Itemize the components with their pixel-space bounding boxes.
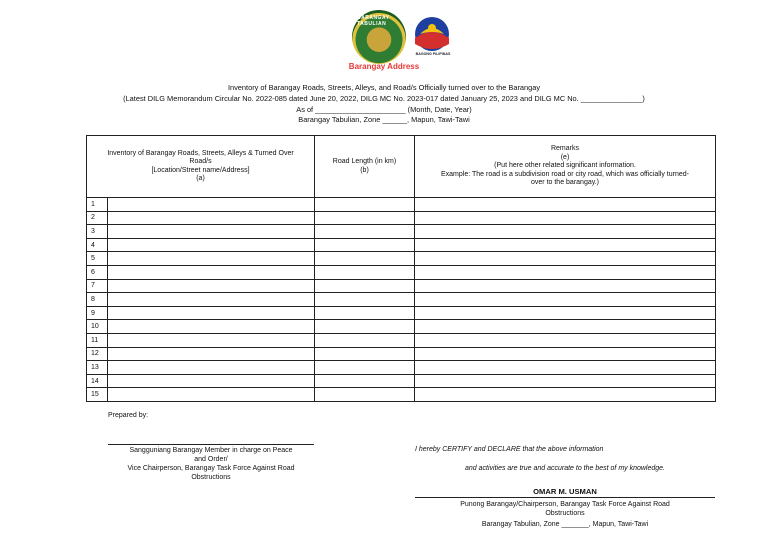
table-row (87, 333, 716, 347)
road-cell[interactable] (108, 238, 315, 252)
remarks-cell[interactable] (415, 374, 716, 388)
column-header-road: Inventory of Barangay Roads, Streets, Alleys & Turned Over Road/s [Location/Street name/Address] (a) (87, 136, 315, 198)
length-cell[interactable] (315, 306, 415, 320)
row-number: 15 (87, 388, 108, 402)
remarks-cell[interactable] (415, 306, 716, 320)
length-cell[interactable] (315, 374, 415, 388)
left-signatory-title: Sangguniang Barangay Member in charge on Peace and Order/ Vice Chairperson, Barangay Task Force Against Road Obstructions (127, 447, 295, 481)
barangay-location: Barangay Tabulian, Zone ______, Mapun, Tawi-Tawi (298, 115, 470, 124)
table-row (87, 211, 716, 225)
row-number: 12 (87, 347, 108, 361)
bagong-pilipinas-label: BAGONG PILIPINAS (415, 52, 451, 56)
remarks-cell[interactable] (415, 225, 716, 239)
header-logos (352, 8, 456, 62)
table-row (87, 388, 716, 402)
remarks-cell[interactable] (415, 238, 716, 252)
form-title: Inventory of Barangay Roads, Streets, Alleys, and Road/s Officially turned over to the Barangay (227, 83, 541, 92)
remarks-cell[interactable] (415, 252, 716, 266)
signer-address: Barangay Tabulian, Zone _______, Mapun, Tawi-Tawi (481, 521, 649, 528)
table-row (87, 320, 716, 334)
row-number: 5 (87, 252, 108, 266)
table-row (87, 225, 716, 239)
form-reference: (Latest DILG Memorandum Circular No. 2022-085 dated June 20, 2022, DILG MC No. 2023-017 dated January 25, 2023 and DILG MC No. _______________) (123, 94, 645, 103)
table-row (87, 252, 716, 266)
row-number: 3 (87, 225, 108, 239)
inventory-table (86, 135, 716, 402)
length-cell[interactable] (315, 293, 415, 307)
road-cell[interactable] (108, 252, 315, 266)
road-cell[interactable] (108, 211, 315, 225)
prepared-by-label: Prepared by: (108, 412, 149, 419)
row-number: 2 (87, 211, 108, 225)
remarks-cell[interactable] (415, 347, 716, 361)
row-number: 7 (87, 279, 108, 293)
length-cell[interactable] (315, 265, 415, 279)
remarks-cell[interactable] (415, 388, 716, 402)
row-number: 4 (87, 238, 108, 252)
barangay-address: Barangay Address (348, 62, 420, 71)
row-number: 9 (87, 306, 108, 320)
remarks-cell[interactable] (415, 333, 716, 347)
road-cell[interactable] (108, 320, 315, 334)
row-number: 14 (87, 374, 108, 388)
table-row (87, 279, 716, 293)
row-number: 6 (87, 265, 108, 279)
as-of-date: As of ______________________ (Month, Date, Year) (296, 105, 472, 114)
remarks-cell[interactable] (415, 320, 716, 334)
length-cell[interactable] (315, 388, 415, 402)
column-header-length: Road Length (in km) (b) (315, 136, 415, 198)
length-cell[interactable] (315, 238, 415, 252)
certify-statement-line1: I hereby CERTIFY and DECLARE that the above information (415, 446, 604, 453)
table-row (87, 347, 716, 361)
certify-statement-line2: and activities are true and accurate to the best of my knowledge. (465, 465, 666, 472)
seal-text: BARANGAY TABULIAN (357, 15, 390, 27)
length-cell[interactable] (315, 320, 415, 334)
barangay-seal-logo (352, 10, 406, 64)
road-cell[interactable] (108, 225, 315, 239)
remarks-cell[interactable] (415, 265, 716, 279)
remarks-cell[interactable] (415, 293, 716, 307)
remarks-cell[interactable] (415, 361, 716, 375)
road-cell[interactable] (108, 347, 315, 361)
length-cell[interactable] (315, 347, 415, 361)
road-cell[interactable] (108, 198, 315, 212)
length-cell[interactable] (315, 211, 415, 225)
road-cell[interactable] (108, 361, 315, 375)
length-cell[interactable] (315, 361, 415, 375)
row-number: 10 (87, 320, 108, 334)
road-cell[interactable] (108, 333, 315, 347)
length-cell[interactable] (315, 225, 415, 239)
row-number: 1 (87, 198, 108, 212)
signer-name: OMAR M. USMAN (533, 487, 597, 496)
table-row (87, 265, 716, 279)
table-row (87, 238, 716, 252)
table-row (87, 361, 716, 375)
road-cell[interactable] (108, 374, 315, 388)
length-cell[interactable] (315, 279, 415, 293)
road-cell[interactable] (108, 388, 315, 402)
bagong-pilipinas-logo (412, 14, 452, 54)
remarks-cell[interactable] (415, 279, 716, 293)
signer-title: Punong Barangay/Chairperson, Barangay Task Force Against Road Obstructions (460, 501, 670, 517)
length-cell[interactable] (315, 198, 415, 212)
remarks-cell[interactable] (415, 211, 716, 225)
road-cell[interactable] (108, 306, 315, 320)
row-number: 8 (87, 293, 108, 307)
signature-line-right (415, 497, 715, 498)
table-row (87, 198, 716, 212)
table-row (87, 293, 716, 307)
road-cell[interactable] (108, 293, 315, 307)
row-number: 13 (87, 361, 108, 375)
row-number: 11 (87, 333, 108, 347)
column-header-remarks: Remarks (e) (Put here other related significant information. Example: The road is a subdivision road or city road, which was officially turned- over to the barangay.) (415, 136, 716, 198)
road-cell[interactable] (108, 265, 315, 279)
remarks-cell[interactable] (415, 198, 716, 212)
table-row (87, 374, 716, 388)
length-cell[interactable] (315, 333, 415, 347)
length-cell[interactable] (315, 252, 415, 266)
road-cell[interactable] (108, 279, 315, 293)
signature-line-left (108, 444, 314, 445)
table-row (87, 306, 716, 320)
